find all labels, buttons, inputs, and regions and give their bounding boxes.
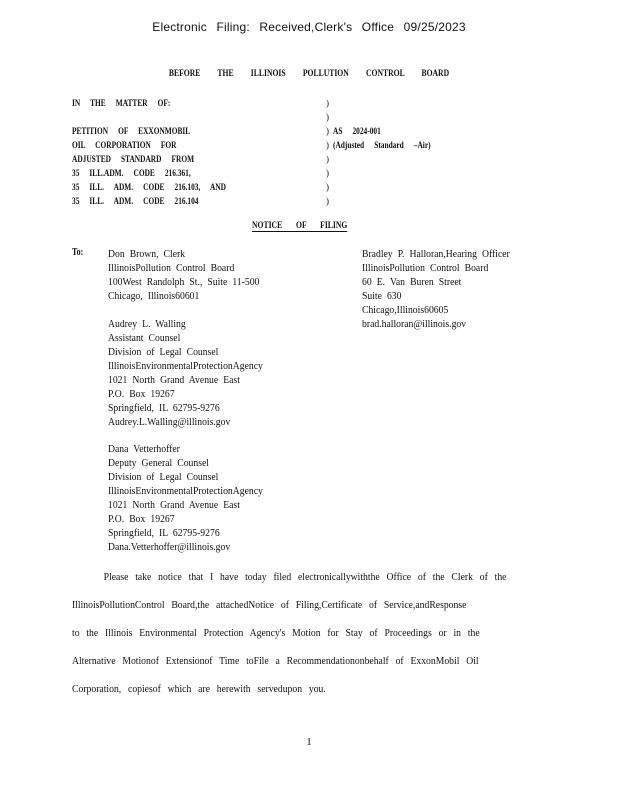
caption-line: 35 ILL.ADM. CODE 216.361,	[72, 168, 191, 178]
caption-line: PETITION OF EXXONMOBIL	[72, 126, 191, 136]
address-line: Springfield, IL 62795-9276	[108, 527, 220, 539]
recipient-hearing-officer	[362, 247, 530, 331]
caption-line: 35 ILL. ADM. CODE 216.104	[72, 196, 199, 206]
address-line: Suite 630	[362, 290, 402, 302]
email-link[interactable]: Dana.Vetterhoffer@illinois.gov	[108, 541, 231, 553]
address-line: Springfield, IL 62795-9276	[108, 402, 220, 414]
caption-parens	[326, 96, 329, 208]
paren: )	[326, 196, 329, 206]
address-line: P.O. Box 19267	[108, 388, 175, 400]
case-caption-right	[333, 124, 452, 152]
paren: )	[326, 112, 329, 122]
address-line: 1021 North Grand Avenue East	[108, 499, 240, 511]
body-line: Alternative Motionof Extensionof Time toFile a Recommendationonbehalf of ExxonMobil Oil	[72, 655, 479, 667]
body-line: to the Illinois Environmental Protection Agency's Motion for Stay of Proceedings or in the	[72, 627, 480, 639]
body-line: Please take notice that I have today filed electronicallywiththe Office of the Clerk of the	[103, 571, 507, 583]
address-line: Division of Legal Counsel	[108, 471, 219, 483]
address-line: 60 E. Van Buren Street	[362, 276, 462, 288]
address-line: Bradley P. Halloran,Hearing Officer	[362, 248, 510, 260]
recipient-vetterhoffer	[108, 442, 284, 554]
case-type: (Adjusted Standard –Air)	[333, 140, 431, 150]
caption-line	[72, 110, 277, 124]
case-caption-left	[72, 96, 322, 208]
caption-line: 35 ILL. ADM. CODE 216.103, AND	[72, 182, 226, 192]
address-line: Chicago,Illinois60605	[362, 304, 449, 316]
address-line: 100West Randolph St., Suite 11-500	[108, 276, 260, 288]
paren: )	[326, 168, 329, 178]
recipient-clerk	[108, 247, 280, 303]
body-line: Corporation, copiesof which are herewith servedupon you.	[72, 683, 326, 695]
notice-body	[72, 563, 542, 703]
address-line: Deputy General Counsel	[108, 457, 209, 469]
paren: )	[326, 140, 329, 150]
paren: )	[326, 98, 329, 108]
address-line: IllinoisPollution Control Board	[362, 262, 489, 274]
notice-title: NOTICE OF FILING	[252, 220, 348, 230]
caption-line: IN THE MATTER OF:	[72, 98, 171, 108]
address-line: Dana Vetterhoffer	[108, 443, 180, 455]
caption-line: OIL CORPORATION FOR	[72, 140, 177, 150]
board-title: BEFORE THE ILLINOIS POLLUTION CONTROL BOARD	[168, 68, 450, 78]
recipient-walling	[108, 317, 284, 429]
email-link[interactable]: brad.halloran@illinois.gov	[362, 318, 467, 330]
address-line: Audrey L. Walling	[108, 318, 186, 330]
address-line: 1021 North Grand Avenue East	[108, 374, 240, 386]
body-line: IllinoisPollutionControl Board,the attachedNotice of Filing,Certificate of Service,andResponse	[72, 599, 467, 611]
address-line: P.O. Box 19267	[108, 513, 175, 525]
email-link[interactable]: Audrey.L.Walling@illinois.gov	[108, 416, 231, 428]
filing-stamp: Electronic Filing: Received,Clerk's Office 09/25/2023	[152, 20, 466, 34]
paren: )	[326, 126, 329, 136]
address-line: Division of Legal Counsel	[108, 346, 219, 358]
caption-line: ADJUSTED STANDARD FROM	[72, 154, 195, 164]
address-line: Chicago, Illinois60601	[108, 290, 200, 302]
address-line: Don Brown, Clerk	[108, 248, 186, 260]
case-number: AS 2024-001	[333, 126, 381, 136]
paren: )	[326, 154, 329, 164]
address-line: IllinoisPollution Control Board	[108, 262, 235, 274]
to-label: To:	[72, 247, 84, 258]
page-number: 1	[306, 736, 312, 748]
address-line: Assistant Counsel	[108, 332, 181, 344]
paren: )	[326, 182, 329, 192]
address-line: IllinoisEnvironmentalProtectionAgency	[108, 360, 263, 372]
address-line: IllinoisEnvironmentalProtectionAgency	[108, 485, 263, 497]
